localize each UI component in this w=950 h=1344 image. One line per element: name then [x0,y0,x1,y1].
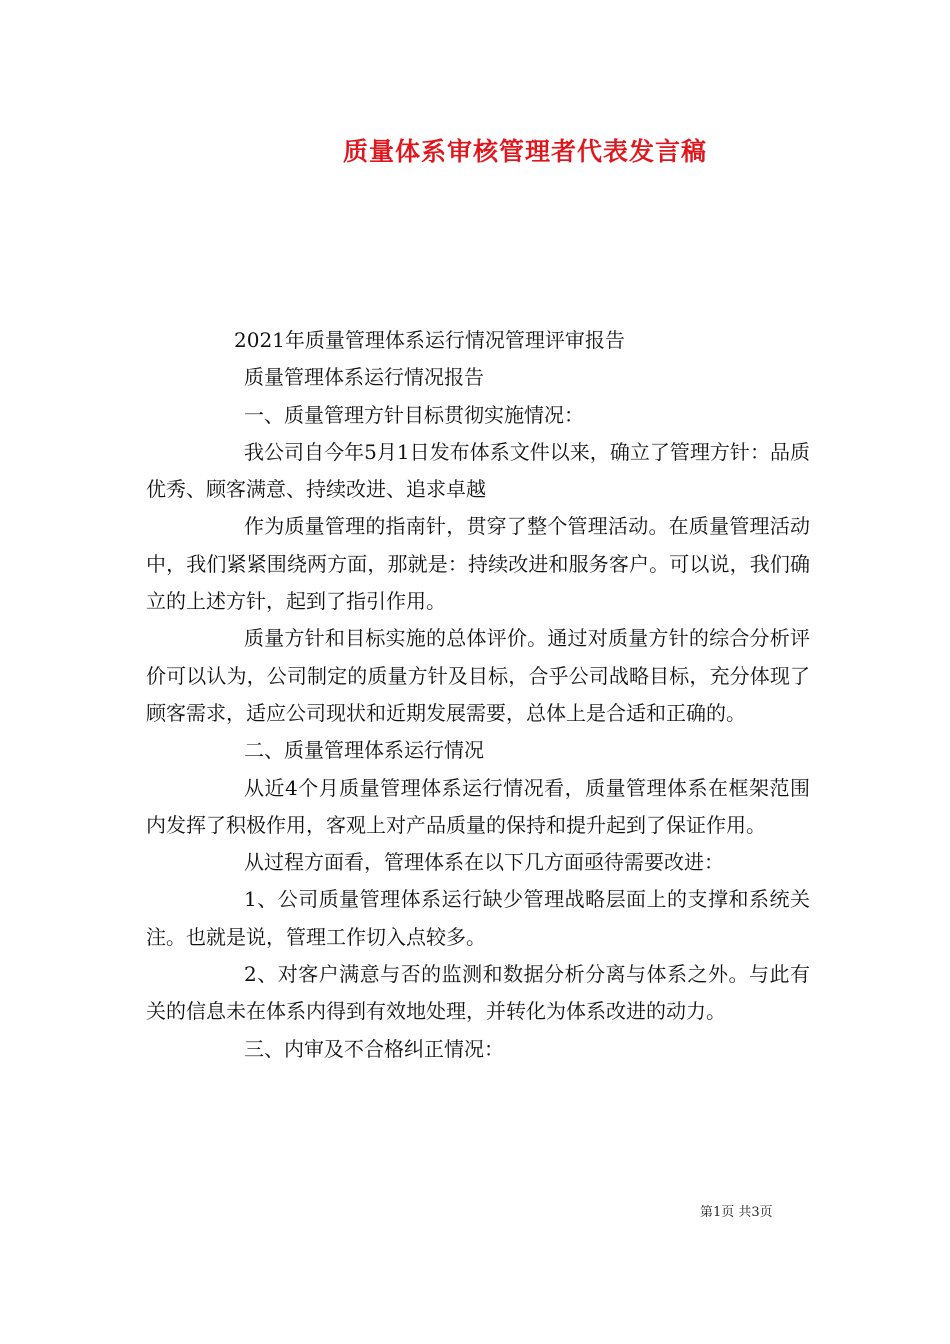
document-title: 质量体系审核管理者代表发言稿 [342,137,707,166]
body-paragraph: 从过程方面看，管理体系在以下几方面亟待需要改进： [244,850,724,875]
section-heading-1: 一、质量管理方针目标贯彻实施情况： [244,402,584,427]
report-heading: 2021年质量管理体系运行情况管理评审报告 [234,328,625,352]
list-item: 2、对客户满意与否的监测和数据分析分离与体系之外。与此有关的信息未在体系内得到有效地处理，并转化为体系改进的动力。 [146,962,810,1024]
body-paragraph: 质量方针和目标实施的总体评价。通过对质量方针的综合分析评价可以认为，公司制定的质量方针及目标，合乎公司战略目标，充分体现了顾客需求，适应公司现状和近期发展需要，总体上是合适和正确的。 [146,626,810,725]
body-paragraph: 从近4个月质量管理体系运行情况看，质量管理体系在框架范围内发挥了积极作用，客观上对产品质量的保持和提升起到了保证作用。 [146,775,810,837]
section-heading-3: 三、内审及不合格纠正情况： [244,1036,504,1061]
section-heading-2: 二、质量管理体系运行情况 [244,738,484,763]
list-item: 1、公司质量管理体系运行缺少管理战略层面上的支撑和系统关注。也就是说，管理工作切入点较多。 [146,887,810,949]
body-paragraph: 我公司自今年5月1日发布体系文件以来，确立了管理方针：品质优秀、顾客满意、持续改进、追求卓越 [146,439,810,502]
report-subheading: 质量管理体系运行情况报告 [244,365,484,390]
page-number: 第1页 共3页 [700,1205,773,1220]
document-body [146,322,810,1068]
body-paragraph: 作为质量管理的指南针，贯穿了整个管理活动。在质量管理活动中，我们紧紧围绕两方面，那就是：持续改进和服务客户。可以说，我们确立的上述方针，起到了指引作用。 [146,514,810,614]
